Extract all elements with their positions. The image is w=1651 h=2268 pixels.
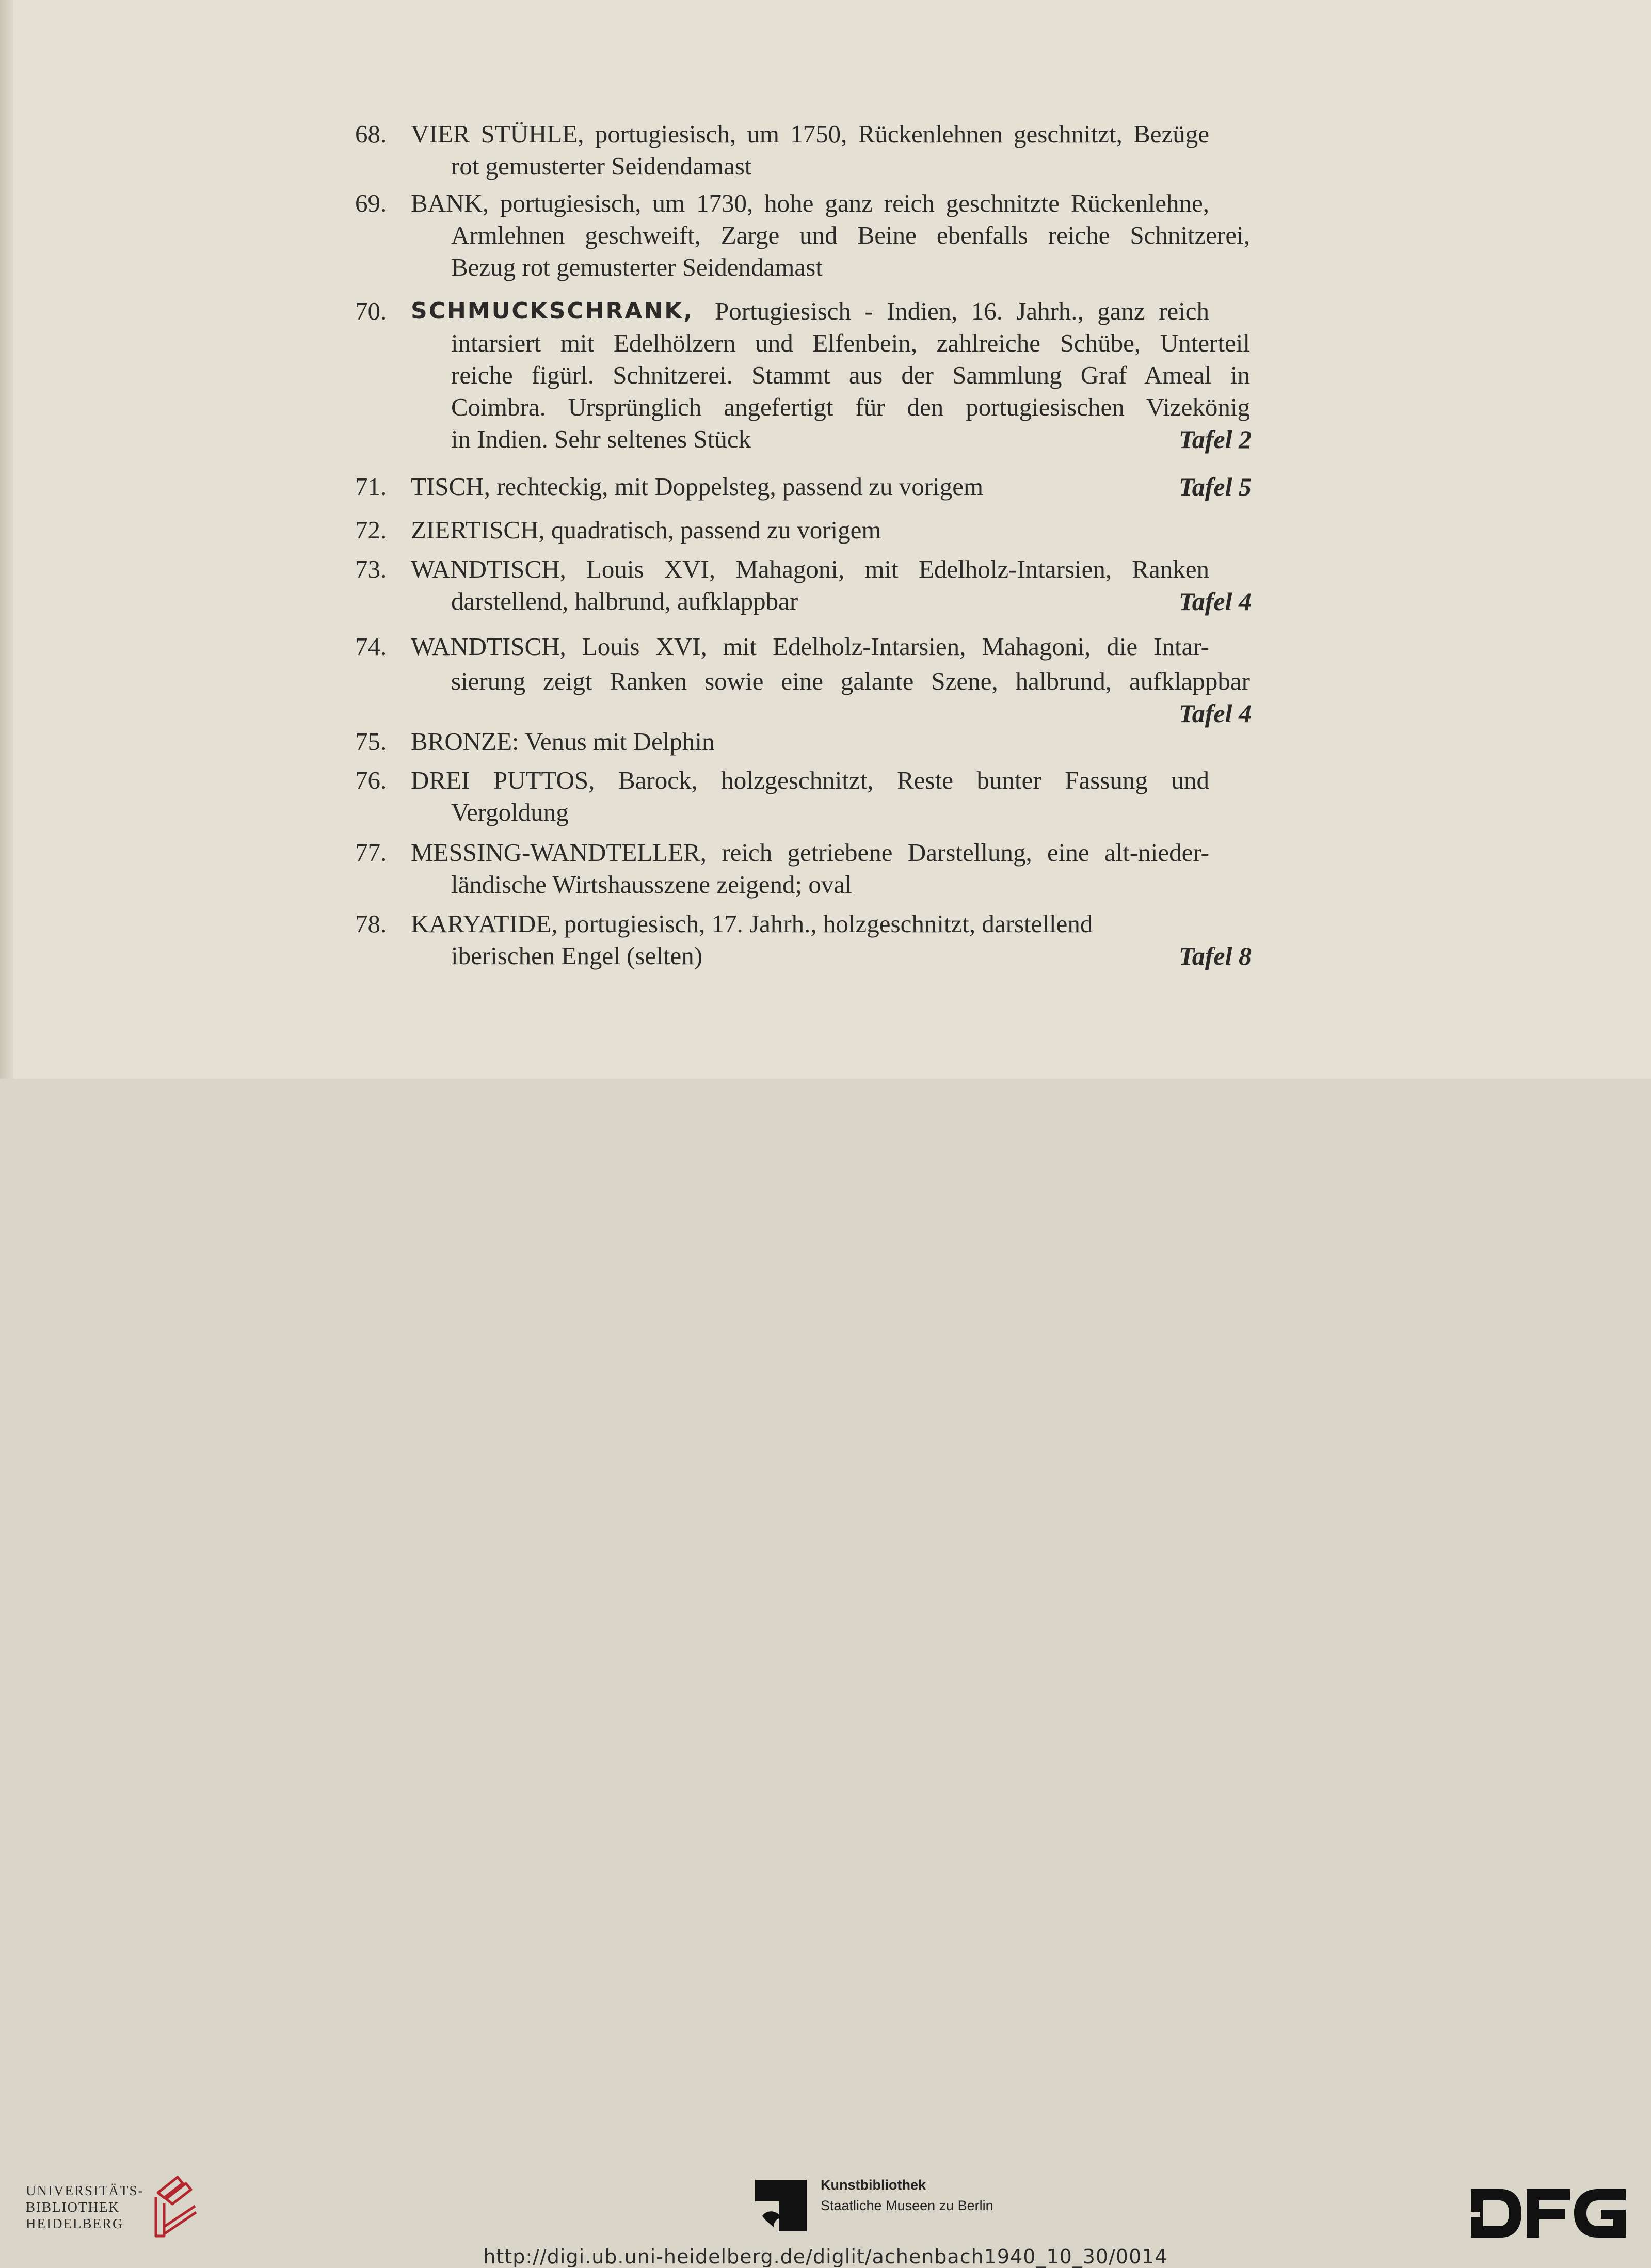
entry-number: 76.: [355, 766, 387, 794]
entry-title: SCHMUCKSCHRANK,: [411, 298, 694, 324]
catalog-entry-69: [0, 185, 1651, 221]
entry-line: Portugiesisch - Indien, 16. Jahrh., ganz reich: [715, 297, 1209, 325]
entry-number: 74.: [355, 632, 387, 661]
catalog-entry-75: [0, 724, 1651, 760]
catalog-entry-70: [0, 293, 1651, 329]
catalog-entry-69-cont: [0, 217, 1651, 253]
entry-line: sierung zeigt Ranken sowie eine galante Szene, halbrund, aufklappbar: [451, 667, 1250, 695]
kunstbibliothek-subtitle: Staatliche Museen zu Berlin: [821, 2198, 993, 2213]
scanned-page: [0, 0, 1651, 1079]
ub-logo-line: BIBLIOTHEK: [26, 2199, 120, 2215]
entry-line: ländische Wirtshausszene zeigend; oval: [451, 870, 852, 899]
entry-line: reiche figürl. Schnitzerei. Stammt aus der Sammlung Graf Ameal in: [451, 361, 1250, 389]
plate-reference: Tafel 4: [1178, 699, 1252, 728]
plate-reference: Tafel 4: [1178, 587, 1252, 616]
catalog-entry-74-cont: [0, 663, 1651, 699]
entry-line: WANDTISCH, Louis XVI, mit Edelholz-Intarsien, Mahagoni, die Intar-: [411, 632, 1209, 661]
entry-line: in Indien. Sehr seltenes Stück: [451, 425, 751, 453]
entry-line: Bezug rot gemusterter Seidendamast: [451, 253, 823, 281]
catalog-entry-76-cont: [0, 794, 1651, 830]
entry-number: 75.: [355, 727, 387, 756]
kunstbibliothek-logo-icon[interactable]: [755, 2180, 807, 2231]
entry-number: 77.: [355, 838, 387, 867]
entry-line: MESSING-WANDTELLER, reich getriebene Darstellung, eine alt-nieder-: [411, 838, 1209, 867]
catalog-entry-70-cont: [0, 325, 1651, 361]
catalog-entry-73: [0, 551, 1651, 587]
catalog-entry-72: [0, 512, 1651, 548]
entry-line: VIER STÜHLE, portugiesisch, um 1750, Rückenlehnen geschnitzt, Bezüge: [411, 120, 1209, 148]
entry-line: Coimbra. Ursprünglich angefertigt für den portugiesischen Vizekönig: [451, 393, 1250, 421]
entry-number: 68.: [355, 120, 387, 148]
entry-line: KARYATIDE, portugiesisch, 17. Jahrh., holzgeschnitzt, darstellend: [411, 909, 1093, 938]
entry-number: 72.: [355, 516, 387, 544]
kunstbibliothek-title: Kunstbibliothek: [821, 2177, 926, 2193]
plate-reference: Tafel 5: [1178, 472, 1252, 501]
catalog-entry-73-cont: [0, 583, 1651, 619]
entry-line: iberischen Engel (selten): [451, 941, 703, 970]
entry-number: 69.: [355, 189, 387, 217]
entry-number: 71.: [355, 472, 387, 501]
catalog-entry-68-cont: [0, 148, 1651, 184]
catalog-entry-70-cont: [0, 357, 1651, 393]
ub-heidelberg-logo-text[interactable]: [26, 2182, 150, 2232]
footer-bar: [0, 1079, 1651, 2268]
catalog-entry-68: [0, 116, 1651, 152]
entry-line: Vergoldung: [451, 798, 569, 826]
entry-number: 70.: [355, 297, 387, 325]
entry-line: Armlehnen geschweift, Zarge und Beine ebenfalls reiche Schnitzerei,: [451, 221, 1250, 249]
catalog-entry-74: [0, 629, 1651, 665]
entry-line: WANDTISCH, Louis XVI, Mahagoni, mit Edelholz-Intarsien, Ranken: [411, 555, 1209, 583]
ub-logo-line: UNIVERSITÄTS-: [26, 2183, 144, 2198]
plate-reference: Tafel 2: [1178, 425, 1252, 454]
ub-heidelberg-logo-icon[interactable]: [151, 2173, 200, 2240]
catalog-entry-71: [0, 469, 1651, 505]
entry-line: DREI PUTTOS, Barock, holzgeschnitzt, Reste bunter Fassung und: [411, 766, 1209, 794]
entry-line: TISCH, rechteckig, mit Doppelsteg, passend zu vorigem: [411, 472, 984, 501]
entry-line: darstellend, halbrund, aufklappbar: [451, 587, 798, 615]
catalog-entry-70-cont: [0, 421, 1651, 457]
catalog-entry-77: [0, 835, 1651, 871]
entry-line: BANK, portugiesisch, um 1730, hohe ganz reich geschnitzte Rückenlehne,: [411, 189, 1209, 217]
dfg-logo[interactable]: [1471, 2185, 1626, 2242]
plate-reference: Tafel 8: [1178, 941, 1252, 970]
entry-line: BRONZE: Venus mit Delphin: [411, 727, 715, 756]
entry-line: ZIERTISCH, quadratisch, passend zu vorigem: [411, 516, 881, 544]
entry-number: 78.: [355, 909, 387, 938]
source-url[interactable]: http://digi.ub.uni-heidelberg.de/diglit/achenbach1940_10_30/0014: [483, 2245, 1168, 2268]
ub-logo-line: HEIDELBERG: [26, 2216, 124, 2231]
catalog-entry-78-cont: [0, 938, 1651, 974]
catalog-entry-76: [0, 762, 1651, 798]
catalog-entry-69-cont: [0, 249, 1651, 285]
catalog-entry-78: [0, 906, 1651, 942]
catalog-entry-70-cont: [0, 389, 1651, 425]
entry-line: intarsiert mit Edelhölzern und Elfenbein, zahlreiche Schübe, Unterteil: [451, 329, 1250, 357]
entry-number: 73.: [355, 555, 387, 583]
entry-line: rot gemusterter Seidendamast: [451, 152, 752, 180]
catalog-entry-77-cont: [0, 867, 1651, 903]
